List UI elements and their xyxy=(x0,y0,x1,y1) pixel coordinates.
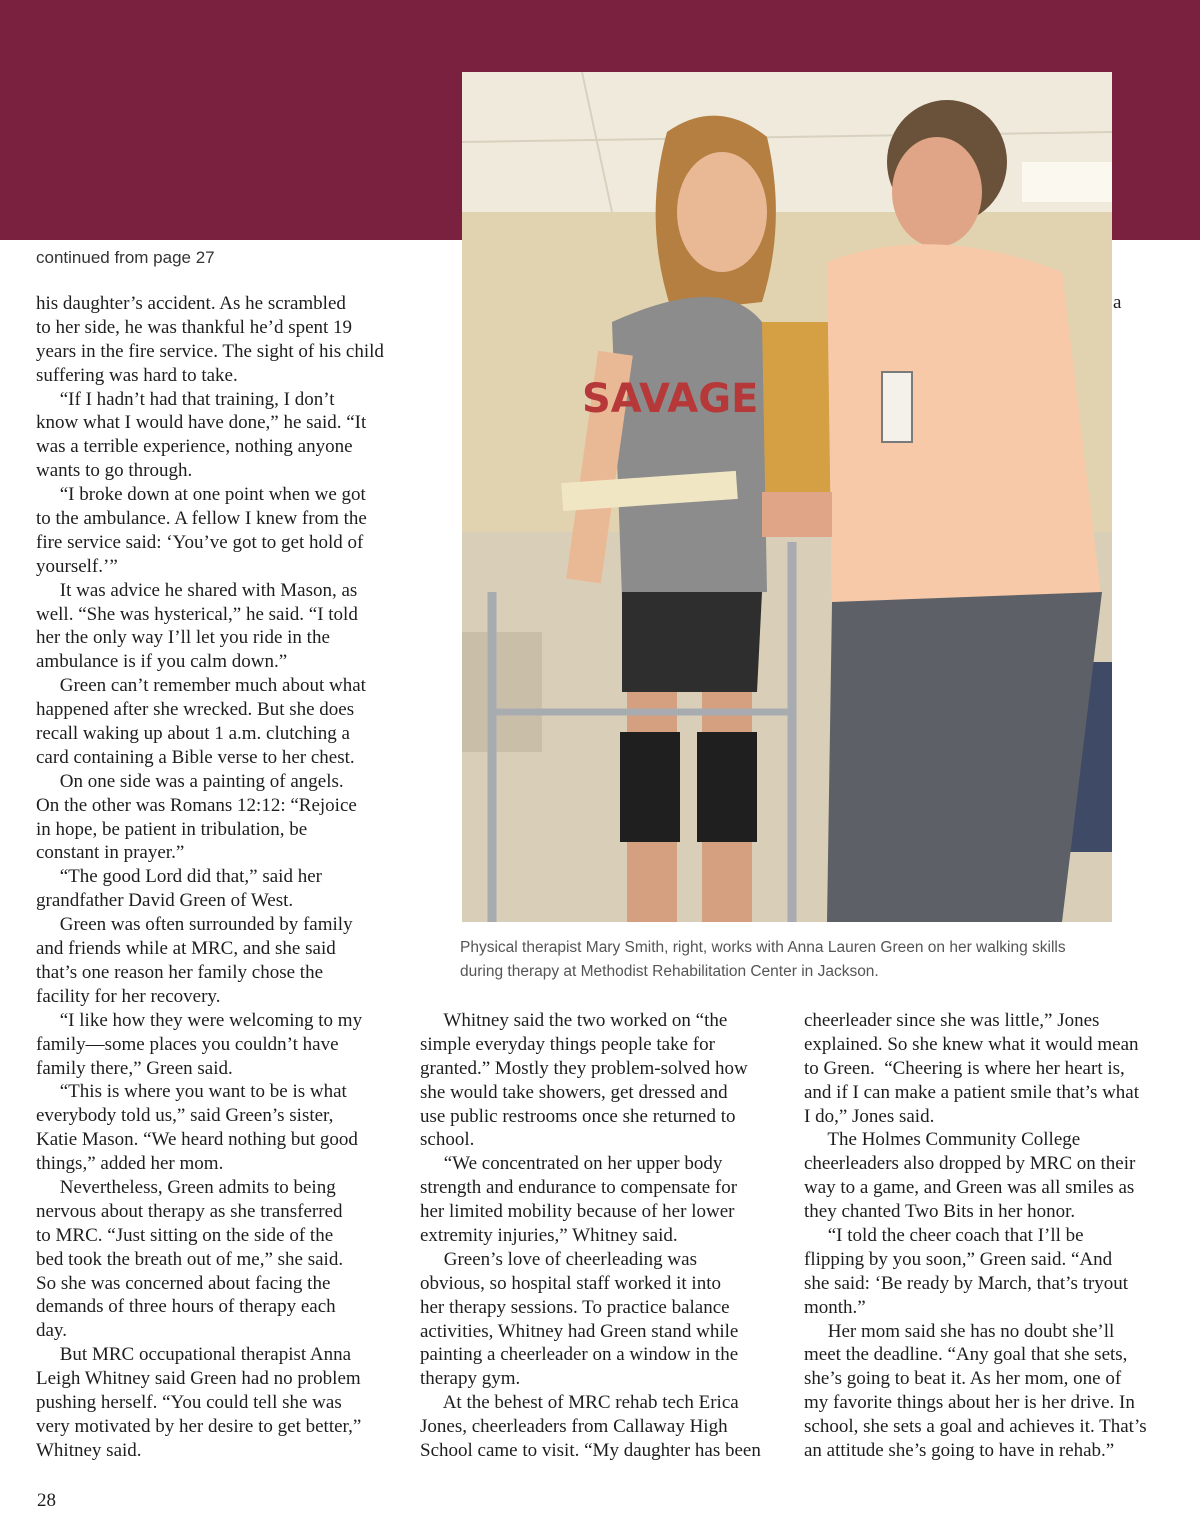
text-line: I do,” Jones said. xyxy=(804,1105,935,1127)
text-line: to MRC. “Just sitting on the side of the xyxy=(36,1224,334,1246)
text-line: Green can’t remember much about what xyxy=(36,675,366,697)
text-line: meet the deadline. “Any goal that she sets, xyxy=(804,1344,1128,1366)
text-line: school, she sets a goal and achieves it. That’s xyxy=(804,1416,1147,1438)
caption-line: Physical therapist Mary Smith, right, works with Anna Lauren Green on her walking skills xyxy=(460,939,1066,956)
article-column-2 xyxy=(420,1009,792,1463)
text-line: recall waking up about 1 a.m. clutching a xyxy=(36,723,350,745)
text-line: to her side, he was thankful he’d spent 19 xyxy=(36,316,353,338)
article-photo xyxy=(462,72,1112,922)
text-line: Green was often surrounded by family xyxy=(36,914,353,936)
text-line: pushing herself. “You could tell she was xyxy=(36,1391,342,1413)
text-line: Her mom said she has no doubt she’ll xyxy=(804,1320,1115,1342)
text-line: On one side was a painting of angels. xyxy=(36,770,344,792)
text-line: month.” xyxy=(804,1296,866,1318)
text-line: in hope, be patient in tribulation, be xyxy=(36,818,308,840)
text-line: granted.” Mostly they problem-solved how xyxy=(420,1057,748,1079)
text-line: bed took the breath out of me,” she said. xyxy=(36,1248,344,1270)
text-line: At the behest of MRC rehab tech Erica xyxy=(420,1392,739,1414)
text-line: and if I can make a patient smile that’s what xyxy=(804,1081,1140,1103)
text-line: Whitney said. xyxy=(36,1439,142,1461)
text-line: grandfather David Green of West. xyxy=(36,890,294,912)
text-line: was a terrible experience, nothing anyone xyxy=(36,436,353,458)
photo-illustration xyxy=(462,72,1112,922)
text-line: know what I would have done,” he said. “It xyxy=(36,412,367,434)
text-line: “I told the cheer coach that I’ll be xyxy=(804,1225,1084,1247)
text-line: facility for her recovery. xyxy=(36,985,221,1007)
text-line: cheerleader since she was little,” Jones xyxy=(804,1010,1100,1031)
text-line: she would take showers, get dressed and xyxy=(420,1081,728,1103)
text-line: to the ambulance. A fellow I knew from the xyxy=(36,508,367,530)
text-line: extremity injuries,” Whitney said. xyxy=(420,1225,678,1247)
text-line: School came to visit. “My daughter has been xyxy=(420,1440,761,1462)
text-line: card containing a Bible verse to her chest. xyxy=(36,746,355,768)
text-line: The Holmes Community College xyxy=(804,1129,1081,1151)
text-line: “This is where you want to be is what xyxy=(36,1081,347,1103)
text-line: “If I hadn’t had that training, I don’t xyxy=(36,388,335,410)
text-line: use public restrooms once she returned to xyxy=(420,1105,736,1127)
text-line: painting a cheerleader on a window in the xyxy=(420,1344,739,1366)
article-column-3 xyxy=(804,1009,1176,1463)
article-column-1 xyxy=(36,292,406,1463)
text-line: fire service said: ‘You’ve got to get hold of xyxy=(36,531,364,553)
text-line: nervous about therapy as she transferred xyxy=(36,1200,343,1222)
shirt-text: SAVAGE xyxy=(582,376,759,422)
text-line: strength and endurance to compensate for xyxy=(420,1177,738,1199)
text-line: very motivated by her desire to get better,” xyxy=(36,1415,362,1437)
caption-line: during therapy at Methodist Rehabilitation Center in Jackson. xyxy=(460,963,879,980)
photo-caption xyxy=(460,936,1120,984)
text-line: everybody told us,” said Green’s sister, xyxy=(36,1105,334,1127)
text-line: things,” added her mom. xyxy=(36,1153,224,1175)
text-line: way to a game, and Green was all smiles as xyxy=(804,1177,1135,1199)
text-line: family—some places you couldn’t have xyxy=(36,1033,339,1055)
page-number: 28 xyxy=(37,1490,56,1511)
text-line: well. “She was hysterical,” he said. “I told xyxy=(36,603,358,625)
text-line: family there,” Green said. xyxy=(36,1057,233,1079)
text-line: they chanted Two Bits in her honor. xyxy=(804,1201,1076,1223)
text-line: ambulance is if you calm down.” xyxy=(36,651,288,673)
text-line: constant in prayer.” xyxy=(36,842,185,864)
continued-label: continued from page 27 xyxy=(36,248,215,267)
text-line: simple everyday things people take for xyxy=(420,1033,715,1055)
text-line: that’s one reason her family chose the xyxy=(36,961,324,983)
text-line: “I like how they were welcoming to my xyxy=(36,1009,363,1031)
text-line: yourself.’” xyxy=(36,555,118,577)
text-line: she said: ‘Be ready by March, that’s tryout xyxy=(804,1272,1128,1294)
text-line: “The good Lord did that,” said her xyxy=(36,866,322,888)
text-line: years in the fire service. The sight of his child xyxy=(36,340,384,362)
text-line: flipping by you soon,” Green said. “And xyxy=(804,1248,1113,1270)
text-line: suffering was hard to take. xyxy=(36,364,238,386)
stray-character: a xyxy=(1113,292,1122,313)
text-line: her the only way I’ll let you ride in the xyxy=(36,627,330,649)
text-line: school. xyxy=(420,1129,475,1151)
text-line: happened after she wrecked. But she does xyxy=(36,699,355,721)
text-line: “I broke down at one point when we got xyxy=(36,484,366,506)
text-line: explained. So she knew what it would mean xyxy=(804,1033,1139,1055)
text-line: But MRC occupational therapist Anna xyxy=(36,1344,352,1366)
text-line: It was advice he shared with Mason, as xyxy=(36,579,358,601)
text-line: her limited mobility because of her lower xyxy=(420,1201,735,1223)
text-line: she’s going to beat it. As her mom, one of xyxy=(804,1368,1122,1390)
text-line: his daughter’s accident. As he scrambled xyxy=(36,293,346,314)
text-line: activities, Whitney had Green stand while xyxy=(420,1320,739,1342)
text-line: my favorite things about her is her drive. In xyxy=(804,1392,1135,1414)
text-line: an attitude she’s going to have in rehab.” xyxy=(804,1440,1115,1462)
text-line: So she was concerned about facing the xyxy=(36,1272,331,1294)
text-line: wants to go through. xyxy=(36,460,193,482)
text-line: Nevertheless, Green admits to being xyxy=(36,1176,336,1198)
text-line: therapy gym. xyxy=(420,1368,521,1390)
text-line: obvious, so hospital staff worked it into xyxy=(420,1272,721,1294)
text-line: Jones, cheerleaders from Callaway High xyxy=(420,1416,728,1438)
text-line: and friends while at MRC, and she said xyxy=(36,938,336,960)
text-line: “We concentrated on her upper body xyxy=(420,1153,723,1175)
text-line: day. xyxy=(36,1320,67,1342)
text-line: Katie Mason. “We heard nothing but good xyxy=(36,1129,358,1151)
text-line: On the other was Romans 12:12: “Rejoice xyxy=(36,794,357,816)
text-line: Leigh Whitney said Green had no problem xyxy=(36,1368,361,1390)
text-line: Green’s love of cheerleading was xyxy=(420,1248,697,1270)
text-line: Whitney said the two worked on “the xyxy=(420,1010,728,1031)
text-line: her therapy sessions. To practice balance xyxy=(420,1296,730,1318)
text-line: to Green. “Cheering is where her heart is, xyxy=(804,1057,1125,1079)
text-line: demands of three hours of therapy each xyxy=(36,1296,336,1318)
text-line: cheerleaders also dropped by MRC on their xyxy=(804,1153,1136,1175)
